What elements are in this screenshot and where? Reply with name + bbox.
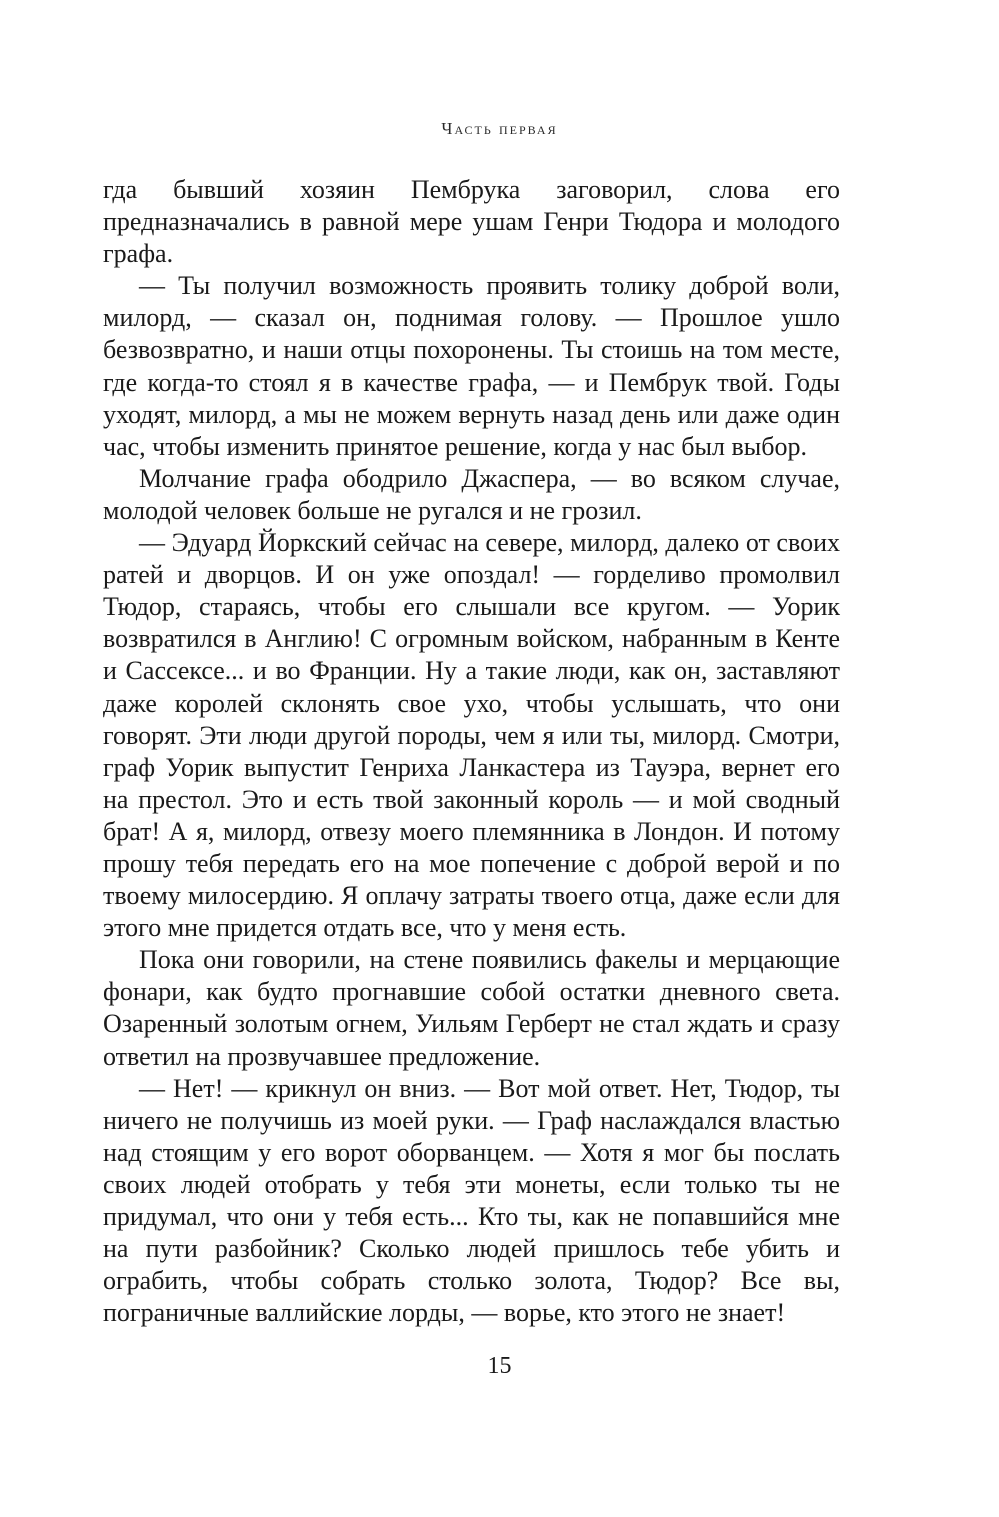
paragraph: Пока они говорили, на стене появились факелы и мерцающие фонари, как будто прогнавшие собой остатки дневного света. Озаренный золотым огнем, Уильям Герберт не стал ждать и сразу ответил на прозвучавшее предложение. xyxy=(103,945,840,1071)
paragraph: Молчание графа ободрило Джаспера, — во всяком случае, молодой человек больше не ругался и не грозил. xyxy=(103,463,840,525)
body-text xyxy=(103,174,840,1329)
paragraph: — Ты получил возможность проявить толику доброй воли, милорд, — сказал он, поднимая голову. — Прошлое ушло безвозвратно, и наши отцы похоронены. Ты стоишь на том месте, где когда-то стоял я в качестве графа, — и Пембрук твой. Годы уходят, милорд, а мы не можем вернуть назад день или даже один час, чтобы изменить принятое решение, когда у нас был выбор. xyxy=(103,271,840,461)
running-head: Часть первая xyxy=(441,119,558,138)
paragraph: гда бывший хозяин Пембрука заговорил, слова его предназначались в равной мере ушам Генри Тюдора и молодого графа. xyxy=(103,175,840,269)
paragraph: — Эдуард Йоркский сейчас на севере, милорд, далеко от своих ратей и дворцов. И он уже опоздал! — горделиво промолвил Тюдор, стараясь, чтобы его слышали все кругом. — Уорик возвратился в Англию! С огромным войском, набранным в Кенте и Сассексе... и во Франции. Ну а такие люди, как он, заставляют даже королей склонять свое ухо, чтобы услышать, что они говорят. Эти люди другой породы, чем я или ты, милорд. Смотри, граф Уорик выпустит Генриха Ланкастера из Тауэра, вернет его на престол. Это и есть твой законный король — и мой сводный брат! А я, милорд, отвезу моего племянника в Лондон. И потому прошу тебя передать его на мое попечение с доброй верой и по твоему милосердию. Я оплачу затраты твоего отца, даже если для этого мне придется отдать все, что у меня есть. xyxy=(103,528,840,943)
page-number: 15 xyxy=(487,1353,512,1379)
paragraph: — Нет! — крикнул он вниз. — Вот мой ответ. Нет, Тюдор, ты ничего не получишь из моей руки. — Граф наслаждался властью над стоящим у его ворот оборванцем. — Хотя я мог бы послать своих людей отобрать у тебя эти монеты, если только ты не придумал, что они у тебя есть... Кто ты, как не попавшийся мне на пути разбойник? Сколько людей пришлось тебе убить и ограбить, чтобы собрать столько золота, Тюдор? Все вы, пограничные валлийские лорды, — ворье, кто этого не знает! xyxy=(103,1073,840,1328)
